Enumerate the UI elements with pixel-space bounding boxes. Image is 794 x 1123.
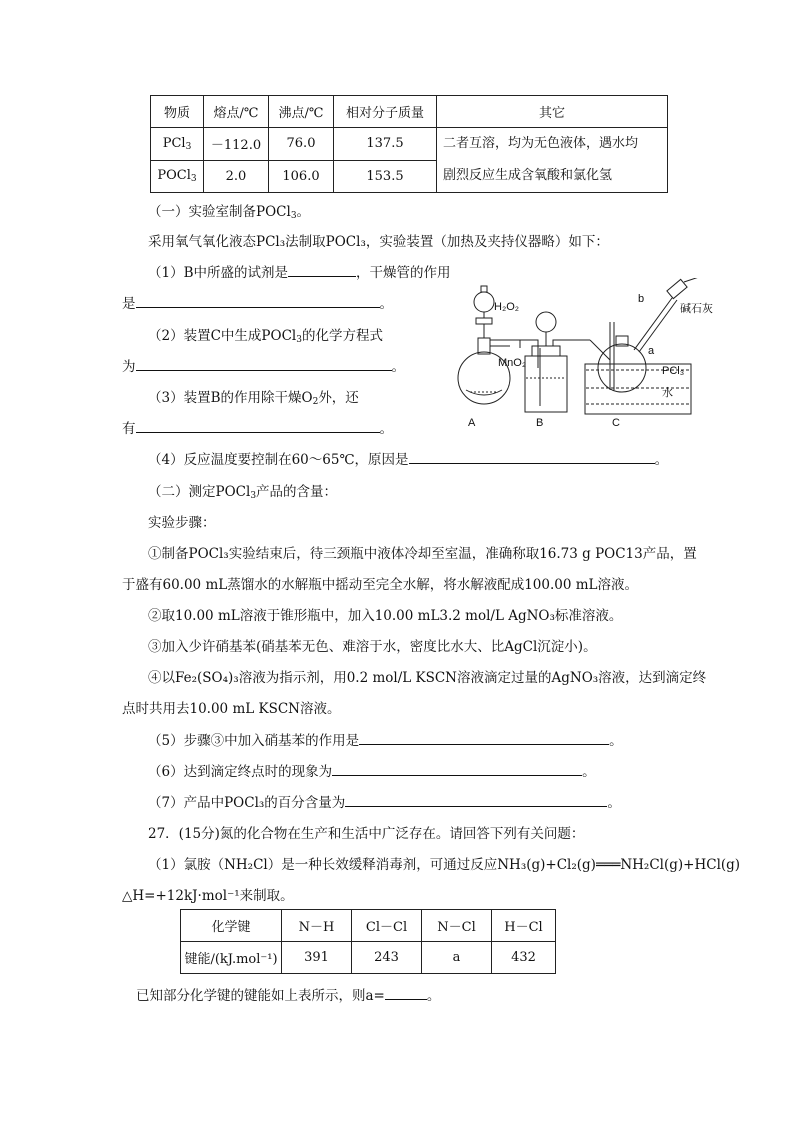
- question-27: 27．(15分)氮的化合物在生产和生活中广泛存在。请回答下列有关问题：: [148, 826, 585, 842]
- answer-blank[interactable]: [288, 262, 356, 277]
- table-header: 沸点/℃: [269, 96, 334, 128]
- answer-blank[interactable]: [359, 730, 609, 745]
- table-header: N－Cl: [422, 910, 492, 942]
- h2o2-label: H₂O₂: [494, 301, 520, 313]
- apparatus-label-a: A: [468, 417, 476, 429]
- question-1: （1）B中所盛的试剂是 ，干燥管的作用: [148, 261, 451, 281]
- pcl3-label: PCl₃: [662, 365, 685, 377]
- a-label: a: [648, 345, 655, 357]
- answer-blank[interactable]: [136, 356, 392, 371]
- answer-blank[interactable]: [385, 985, 427, 1000]
- bond-energy-table: [180, 909, 556, 974]
- table-cell: 106.0: [269, 160, 334, 193]
- table-header: 其它: [437, 96, 668, 128]
- table-header: 化学键: [181, 910, 282, 942]
- table-header: H－Cl: [492, 910, 556, 942]
- question-27-1-line-2: △H=+12kJ·mol⁻¹来制取。: [122, 888, 294, 904]
- question-3-cont: 有 。: [122, 417, 393, 437]
- step-2: ②取10.00 mL溶液于锥形瓶中，加入10.00 mL3.2 mol/L AgNO₃标准溶液。: [148, 608, 623, 624]
- apparatus-label-c: C: [612, 417, 620, 429]
- question-1-cont: 是 。: [122, 292, 393, 312]
- step-3: ③加入少许硝基苯(硝基苯无色、难溶于水，密度比水大、比AgCl沉淀小)。: [148, 639, 597, 655]
- table-cell: 76.0: [269, 128, 334, 161]
- table-cell: 137.5: [334, 128, 437, 161]
- table-row: [181, 942, 556, 974]
- step-4-line-2: 点时共用去10.00 mL KSCN溶液。: [122, 701, 341, 717]
- question-6: （6）达到滴定终点时的现象为 。: [148, 760, 596, 780]
- table-header: 相对分子质量: [334, 96, 437, 128]
- part1-heading: （一）实验室制备POCl$_3$。: [148, 204, 311, 221]
- apparatus-label-b: B: [536, 417, 544, 429]
- table-cell: 243: [352, 942, 422, 974]
- step-1-line-2: 于盛有60.00 mL蒸馏水的水解瓶中摇动至完全水解，将水解液配成100.00 mL溶液。: [122, 577, 638, 593]
- answer-blank[interactable]: [332, 761, 582, 776]
- table-header: 物质: [151, 96, 204, 128]
- properties-table: [150, 95, 668, 193]
- table-cell: a: [422, 942, 492, 974]
- apparatus-diagram: [440, 278, 730, 433]
- table-cell: －112.0: [204, 128, 269, 161]
- table-cell: 2.0: [204, 160, 269, 193]
- soda-lime-label: 碱石灰: [680, 303, 713, 315]
- question-5: （5）步骤③中加入硝基苯的作用是 。: [148, 729, 623, 749]
- b-label: b: [638, 293, 645, 305]
- table-header: 熔点/℃: [204, 96, 269, 128]
- answer-blank[interactable]: [345, 792, 607, 807]
- table-cell: 键能/(kJ.mol⁻¹): [181, 942, 282, 974]
- table-cell: PCl$_3$: [151, 128, 204, 161]
- table-cell: 391: [282, 942, 352, 974]
- question-4: （4）反应温度要控制在60～65℃，原因是 。: [148, 448, 668, 468]
- steps-heading: 实验步骤：: [148, 515, 216, 531]
- table-cell: 153.5: [334, 160, 437, 193]
- question-2: （2）装置C中生成POCl$_3$的化学方程式: [148, 328, 383, 345]
- water-label: 水: [662, 387, 673, 399]
- intro-text: 采用氧气氧化液态PCl₃法制取POCl₃，实验装置（加热及夹持仪器略）如下：: [148, 234, 609, 250]
- table-row: [151, 128, 668, 161]
- question-27-last: 已知部分化学键的键能如上表所示，则a= 。: [136, 984, 440, 1004]
- answer-blank[interactable]: [136, 418, 380, 433]
- step-4-line-1: ④以Fe₂(SO₄)₃溶液为指示剂，用0.2 mol/L KSCN溶液滴定过量的AgNO₃溶液，达到滴定终: [148, 670, 707, 686]
- question-2-cont: 为 。: [122, 355, 405, 375]
- table-header: N－H: [282, 910, 352, 942]
- question-7: （7）产品中POCl₃的百分含量为 。: [148, 791, 621, 811]
- table-cell-other: 二者互溶，均为无色液体，遇水均 剧烈反应生成含氧酸和氯化氢: [437, 128, 668, 193]
- question-27-1-line-1: （1）氯胺（NH₂Cl）是一种长效缓释消毒剂，可通过反应NH₃(g)+Cl₂(g)═══NH₂Cl(g)+HCl(g): [148, 857, 741, 873]
- step-1-line-1: ①制备POCl₃实验结束后，待三颈瓶中液体冷却至室温，准确称取16.73 g POC13产品，置: [148, 546, 697, 562]
- answer-blank[interactable]: [136, 293, 380, 308]
- answer-blank[interactable]: [409, 449, 655, 464]
- question-3: （3）装置B的作用除干燥$O_2$外，还: [148, 390, 359, 407]
- part2-heading: （二）测定POCl$_3$产品的含量：: [148, 484, 338, 501]
- table-header: Cl－Cl: [352, 910, 422, 942]
- mno2-label: MnO₂: [498, 357, 527, 369]
- table-cell: 432: [492, 942, 556, 974]
- table-cell: POCl$_3$: [151, 160, 204, 193]
